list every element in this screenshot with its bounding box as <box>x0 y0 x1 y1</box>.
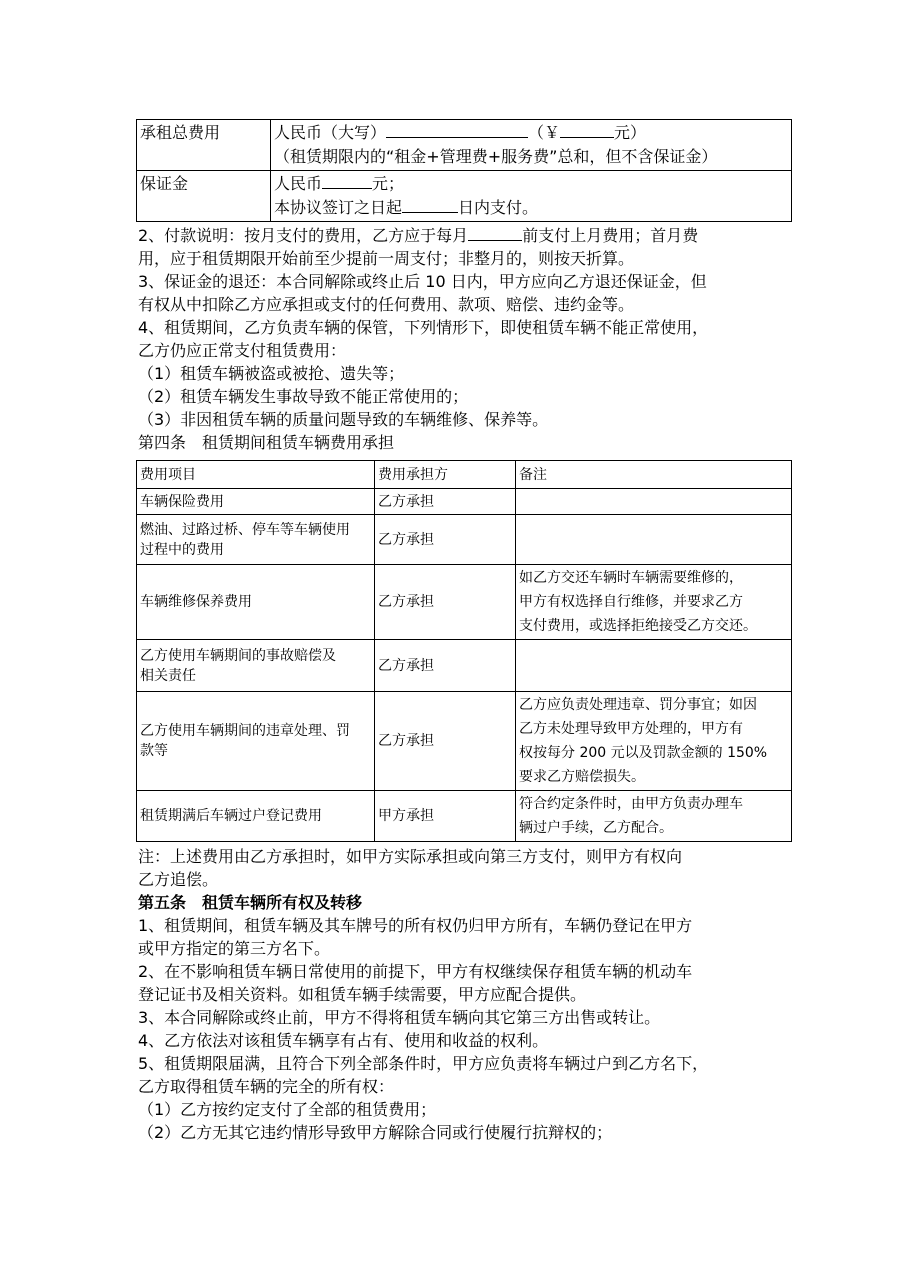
table-row <box>137 565 792 640</box>
payment-day-blank <box>468 224 522 241</box>
row6-party: 甲方承担 <box>375 791 516 842</box>
table-row <box>137 791 792 842</box>
clause-b2-line2: 登记证书及相关资料。如租赁车辆手续需要，甲方应配合提供。 <box>138 985 587 1004</box>
deposit-line1-suffix: 元； <box>372 174 405 193</box>
row5-note-line4: 要求乙方赔偿损失。 <box>519 769 645 785</box>
table-row <box>137 515 792 565</box>
row4-party: 乙方承担 <box>375 640 516 692</box>
row3-note-line1: 如乙方交还车辆时车辆需要维修的， <box>519 570 743 586</box>
deposit-line2-prefix: 本协议签订之日起 <box>274 198 403 217</box>
row5-item-line1: 乙方使用车辆期间的违章处理、罚 <box>140 723 350 739</box>
row2-party: 乙方承担 <box>375 515 516 565</box>
row6-note-line1: 符合约定条件时，由甲方负责办理车 <box>519 796 743 812</box>
deposit-line2-suffix: 日内支付。 <box>458 198 539 217</box>
clause-b1-line2: 或甲方指定的第三方名下。 <box>138 939 331 958</box>
clause-4-line2: 乙方仍应正常支付租赁费用： <box>138 341 347 360</box>
row4-item-line2: 相关责任 <box>140 667 196 684</box>
table-row <box>137 171 792 222</box>
expense-table <box>136 460 792 842</box>
row1-party: 乙方承担 <box>375 489 516 515</box>
deposit-value <box>271 171 792 222</box>
row4-item-line1: 乙方使用车辆期间的事故赔偿及 <box>140 647 336 664</box>
row3-item <box>137 565 375 640</box>
note-line2: 乙方追偿。 <box>138 870 219 889</box>
note-line1: 注：上述费用由乙方承担时，如甲方实际承担或向第三方支付，则甲方有权向 <box>138 847 683 866</box>
table-row <box>137 120 792 171</box>
clause-b1-line1: 1、租赁期间，租赁车辆及其车牌号的所有权仍归甲方所有，车辆仍登记在甲方 <box>138 916 693 935</box>
clause-2-line2: 用，应于租赁期限开始前至少提前一周支付；非整月的，则按天折算。 <box>138 249 635 268</box>
clause-b2-line1: 2、在不影响租赁车辆日常使用的前提下，甲方有权继续保存租赁车辆的机动车 <box>138 962 693 981</box>
total-fee-value <box>271 120 792 171</box>
total-fee-line1-suffix: 元） <box>614 123 647 142</box>
amount-blank-capital <box>386 121 528 138</box>
row3-note <box>516 565 792 640</box>
clause-2-line1a: 2、付款说明：按月支付的费用，乙方应于每月 <box>138 226 469 245</box>
clause-b3: 3、本合同解除或终止前，甲方不得将租赁车辆向其它第三方出售或转让。 <box>138 1008 661 1027</box>
deposit-days-blank <box>402 196 458 213</box>
clause-b5-item1: （1）乙方按约定支付了全部的租赁费用； <box>138 1100 437 1119</box>
row6-note-line2: 辆过户手续，乙方配合。 <box>519 820 673 836</box>
row5-party: 乙方承担 <box>375 692 516 791</box>
row4-note <box>516 640 792 692</box>
row5-note-line3: 权按每分 200 元以及罚款金额的 150% <box>519 745 768 761</box>
total-fee-line1-mid: （￥ <box>528 123 561 142</box>
payment-clauses <box>138 224 798 454</box>
clause-3-line1: 3、保证金的退还：本合同解除或终止后 10 日内，甲方应向乙方退还保证金，但 <box>138 272 707 291</box>
row3-note-line2: 甲方有权选择自行维修，并要求乙方 <box>519 594 743 610</box>
clause-b4: 4、乙方依法对该租赁车辆享有占有、使用和收益的权利。 <box>138 1031 549 1050</box>
row6-item-text: 租赁期满后车辆过户登记费用 <box>140 808 322 824</box>
clause-2-line1b: 前支付上月费用；首月费 <box>522 226 699 245</box>
row5-note-line1: 乙方应负责处理违章、罚分事宜；如因 <box>519 697 757 713</box>
total-fee-line1-prefix: 人民币（大写） <box>274 123 387 142</box>
article-4-title: 第四条 租赁期间租赁车辆费用承担 <box>138 433 395 452</box>
row2-item-line2: 过程中的费用 <box>140 541 224 558</box>
deposit-line1-prefix: 人民币 <box>274 174 323 193</box>
table-header-row <box>137 461 792 489</box>
ownership-section <box>138 845 798 1144</box>
row4-item <box>137 640 375 692</box>
clause-4-line1: 4、租赁期间，乙方负责车辆的保管，下列情形下，即使租赁车辆不能正常使用， <box>138 318 709 337</box>
row1-note <box>516 489 792 515</box>
row6-item <box>137 791 375 842</box>
row5-note-line2: 乙方未处理导致甲方处理的，甲方有 <box>519 721 743 737</box>
row2-item <box>137 515 375 565</box>
deposit-label: 保证金 <box>137 171 271 222</box>
row5-note <box>516 692 792 791</box>
amount-blank-digits <box>560 121 614 138</box>
table-row <box>137 692 792 791</box>
row5-item-line2: 款等 <box>140 743 168 759</box>
row5-item <box>137 692 375 791</box>
clause-3-line2: 有权从中扣除乙方应承担或支付的任何费用、款项、赔偿、违约金等。 <box>138 295 635 314</box>
total-fee-line2: （租赁期限内的“租金+管理费+服务费”总和，但不含保证金） <box>274 147 718 166</box>
clause-b5-line2: 乙方取得租赁车辆的完全的所有权： <box>138 1077 395 1096</box>
row2-note <box>516 515 792 565</box>
row2-item-line1: 燃油、过路过桥、停车等车辆使用 <box>140 521 350 538</box>
header-note: 备注 <box>516 461 792 489</box>
clause-4-item2: （2）租赁车辆发生事故导致不能正常使用的； <box>138 387 469 406</box>
header-party: 费用承担方 <box>375 461 516 489</box>
deposit-amount-blank <box>322 172 372 189</box>
row1-item-text: 车辆保险费用 <box>140 493 224 510</box>
article-5-title: 第五条 租赁车辆所有权及转移 <box>138 893 363 912</box>
row3-party: 乙方承担 <box>375 565 516 640</box>
total-fee-label: 承租总费用 <box>137 120 271 171</box>
clause-4-item1: （1）租赁车辆被盗或被抢、遗失等； <box>138 364 405 383</box>
row6-note <box>516 791 792 842</box>
row3-note-line3: 支付费用，或选择拒绝接受乙方交还。 <box>519 618 757 634</box>
header-item: 费用项目 <box>137 461 375 489</box>
row1-item <box>137 489 375 515</box>
fee-summary-table <box>136 119 792 222</box>
clause-b5-line1: 5、租赁期限届满，且符合下列全部条件时，甲方应负责将车辆过户到乙方名下， <box>138 1054 709 1073</box>
clause-4-item3: （3）非因租赁车辆的质量问题导致的车辆维修、保养等。 <box>138 410 549 429</box>
clause-b5-item2: （2）乙方无其它违约情形导致甲方解除合同或行使履行抗辩权的； <box>138 1123 613 1142</box>
table-row <box>137 489 792 515</box>
table-row <box>137 640 792 692</box>
row3-item-text: 车辆维修保养费用 <box>140 594 252 610</box>
